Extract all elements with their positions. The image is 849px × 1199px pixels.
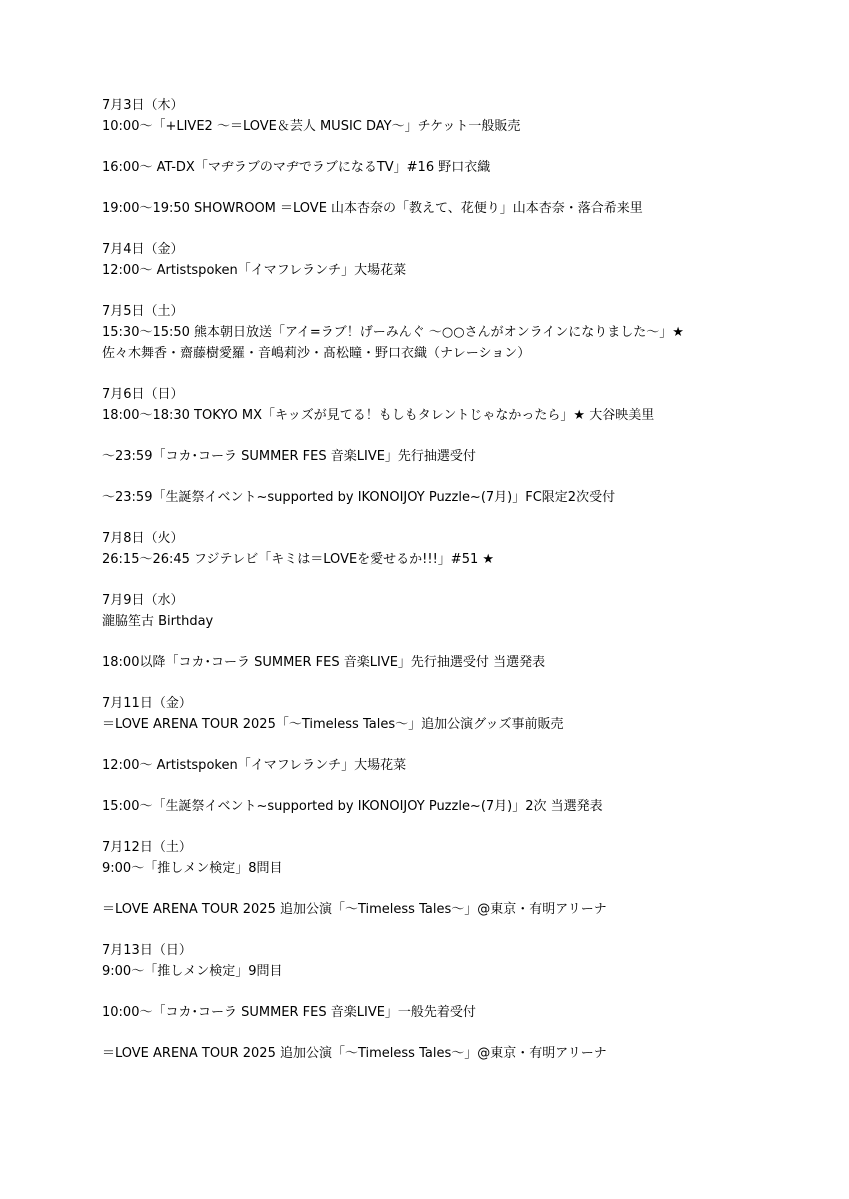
day-section [102,239,822,281]
day-section [102,940,822,1064]
event-line: 10:00～「+LIVE2 ～＝LOVE＆芸人 MUSIC DAY～」チケット一般販売 [102,119,521,134]
event-line: 19:00～19:50 SHOWROOM ＝LOVE 山本杏奈の「教えて、花便り」山本杏奈・落合希来里 [102,201,643,216]
event-line: 12:00～ Artistspoken「イマフレランチ」大場花菜 [102,758,407,773]
event-line: 18:00～18:30 TOKYO MX「キッズが見てる！もしもタレントじゃなかったら」★ 大谷映美里 [102,408,655,423]
date-heading: 7月5日（土） [102,304,184,319]
day-section [102,95,822,219]
date-heading: 7月4日（金） [102,242,184,257]
date-heading: 7月3日（木） [102,98,184,113]
event-line: 16:00～ AT-DX「マヂラブのマヂでラブになるTV」#16 野口衣織 [102,160,491,175]
event-line: 15:00～「生誕祭イベント~supported by IKONOIJOY Puzzle~(7月)」2次 当選発表 [102,799,603,814]
event-line: 9:00～「推しメン検定」9問目 [102,964,283,979]
date-heading: 7月13日（日） [102,943,192,958]
date-heading: 7月8日（火） [102,531,184,546]
day-section [102,837,822,920]
day-section [102,528,822,570]
event-line: 瀧脇笙古 Birthday [102,614,214,629]
event-line: 18:00以降「コカ･コーラ SUMMER FES 音楽LIVE」先行抽選受付 当選発表 [102,655,546,670]
event-line: 10:00～「コカ･コーラ SUMMER FES 音楽LIVE」一般先着受付 [102,1005,476,1020]
event-line: 9:00～「推しメン検定」8問目 [102,861,283,876]
date-heading: 7月12日（土） [102,840,192,855]
event-line: 26:15～26:45 フジテレビ「キミは＝LOVEを愛せるか!!!」#51 ★ [102,552,495,567]
day-section [102,384,822,508]
event-line: ＝LOVE ARENA TOUR 2025「～Timeless Tales～」追加公演グッズ事前販売 [102,717,564,732]
event-line: 15:30～15:50 熊本朝日放送「アイ=ラブ！げーみんぐ ～○○さんがオンラインになりました～」★ [102,325,684,340]
date-heading: 7月6日（日） [102,387,184,402]
event-line: ～23:59「生誕祭イベント~supported by IKONOIJOY Puzzle~(7月)」FC限定2次受付 [102,490,616,505]
day-section [102,301,822,364]
event-line: 12:00～ Artistspoken「イマフレランチ」大場花菜 [102,263,407,278]
event-line: ＝LOVE ARENA TOUR 2025 追加公演「～Timeless Tales～」@東京・有明アリーナ [102,902,607,917]
event-line: ～23:59「コカ･コーラ SUMMER FES 音楽LIVE」先行抽選受付 [102,449,476,464]
event-line: ＝LOVE ARENA TOUR 2025 追加公演「～Timeless Tales～」@東京・有明アリーナ [102,1046,607,1061]
date-heading: 7月11日（金） [102,696,192,711]
schedule-document [102,95,822,1064]
day-section [102,693,822,817]
event-line-continuation: 佐々木舞香・齋藤樹愛羅・音嶋莉沙・髙松瞳・野口衣織（ナレーション） [102,346,531,361]
day-section [102,590,822,673]
date-heading: 7月9日（水） [102,593,184,608]
